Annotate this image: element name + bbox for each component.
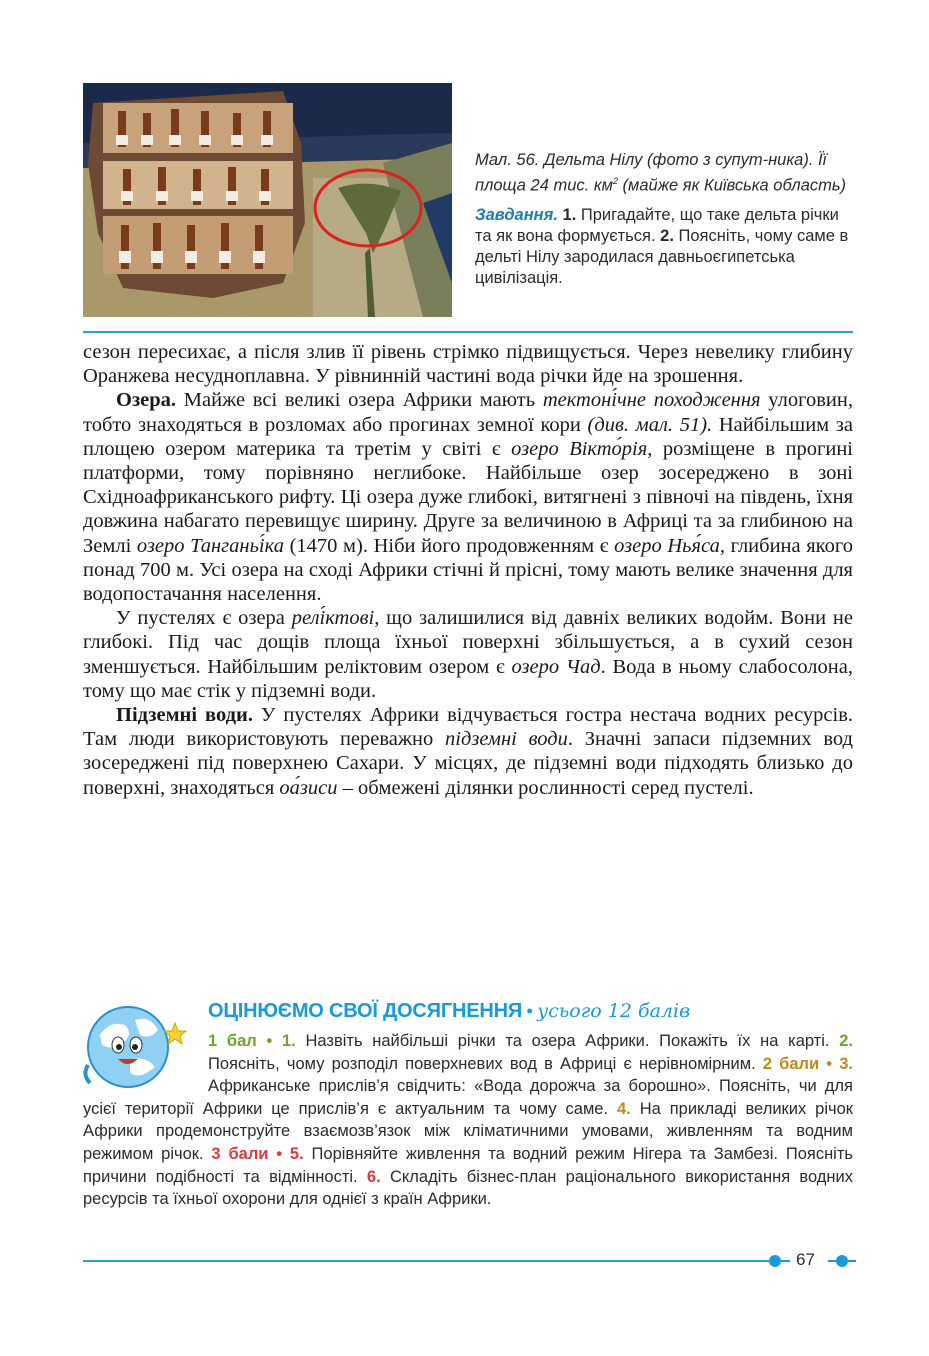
assessment-heading: ОЦІНЮЄМО СВОЇ ДОСЯГНЕННЯ [208, 1000, 523, 1022]
assessment-tasks: 1 бал • 1. Назвіть найбільші річки та озера Африки. Покажіть їх на карті. 2. Поясніть, чому розподіл поверхневих вод в Африці є нерівномірним. 2 бали • 3. Африканське прислів’я свідчить: «Вода дорожча за борошно». Поясніть, чи для усієї території Африки це прислів’я є актуальним та чому саме. 4. На прикладі великих річок Африки продемонструйте взаємозв’язок між кліматичними умовами, живленням та водним режимом річок. 3 бали • 5. Порівняйте живлення та водний режим Нігера та Замбезі. Поясніть причини подібності та відмінності. 6. Складіть бізнес-план раціонального використання водних ресурсів та їхньої охорони для однієї з країн Африки. [83, 1032, 854, 1209]
page-number: 67 [796, 1250, 815, 1269]
main-text [83, 340, 853, 800]
top-divider [83, 331, 853, 333]
figure-caption: Мал. 56. Дельта Нілу (фото з супут-ника). Її площа 24 тис. $км^2$ (майже як Київська область) [475, 151, 847, 195]
paragraph-relict-lakes: У пустелях є озера релі́ктові, що залишилися від давніх великих водойм. Вони не глибокі. Під час дощів площа їхньої поверхні збільшується, а в сухий сезон зменшується. Найбільшим реліктовим озером є озеро Чад. Вода в ньому слабосолона, тому що має стік у підземні води. [83, 607, 853, 702]
assessment-subtitle: усього 12 балів [537, 1000, 691, 1022]
bottom-divider [83, 1260, 771, 1262]
paragraph-1: сезон пересихає, а після злив її рівень стрімко підвищується. Через невелику глибину Оранжева несудноплавна. У рівнинній частині вода річки йде на зрошення. [83, 341, 853, 388]
task-label: Завдання. [475, 205, 558, 224]
nile-delta-figure [83, 83, 452, 317]
page-footer [768, 1250, 858, 1272]
paragraph-groundwater: Підземні води. У пустелях Африки відчувається гостра нестача водних ресурсів. Там люди використовують переважно підземні води. Значні запаси підземних вод зосереджені під поверхнею Сахари. У місцях, де підземні води підходять близько до поверхні, знаходяться оа́зиси – обмежені ділянки рослинності серед пустелі. [83, 704, 854, 799]
figure-illustration [83, 83, 452, 317]
assessment-title: ОЦІНЮЄМО СВОЇ ДОСЯГНЕННЯ • усього 12 балів [208, 1000, 691, 1022]
paragraph-lakes: Озера. Майже всі великі озера Африки мають тектоні́чне походження улоговин, тобто знаходяться в розломах або прогинах земної кори (див. мал. 51). Найбільшим за площею озером материка та третім у світі є озеро Вікто́рія, розміщене в прогині платформи, тому порівняно неглибоке. Найбільше озер зосереджено в зоні Східноафриканського рифту. Ці озера дуже глибокі, витягнені з півночі на південь, їхня довжина набагато перевищує ширину. Друге за величиною в Африці та за глибиною на Землі озеро Танганьі́ка (1470 м). Ніби його продовженням є озеро Нья́са, глибина якого понад 700 м. Усі озера на сході Африки стічні й прісні, тому мають велике значення для водопостачання населення. [83, 389, 853, 606]
figure-task: Завдання. 1. Пригадайте, що таке дельта річки та як вона формується. 2. Поясніть, чому саме в дельті Нілу зародилася давньоєгипетська цивілізація. [475, 205, 849, 287]
figure-caption-block [475, 150, 855, 289]
